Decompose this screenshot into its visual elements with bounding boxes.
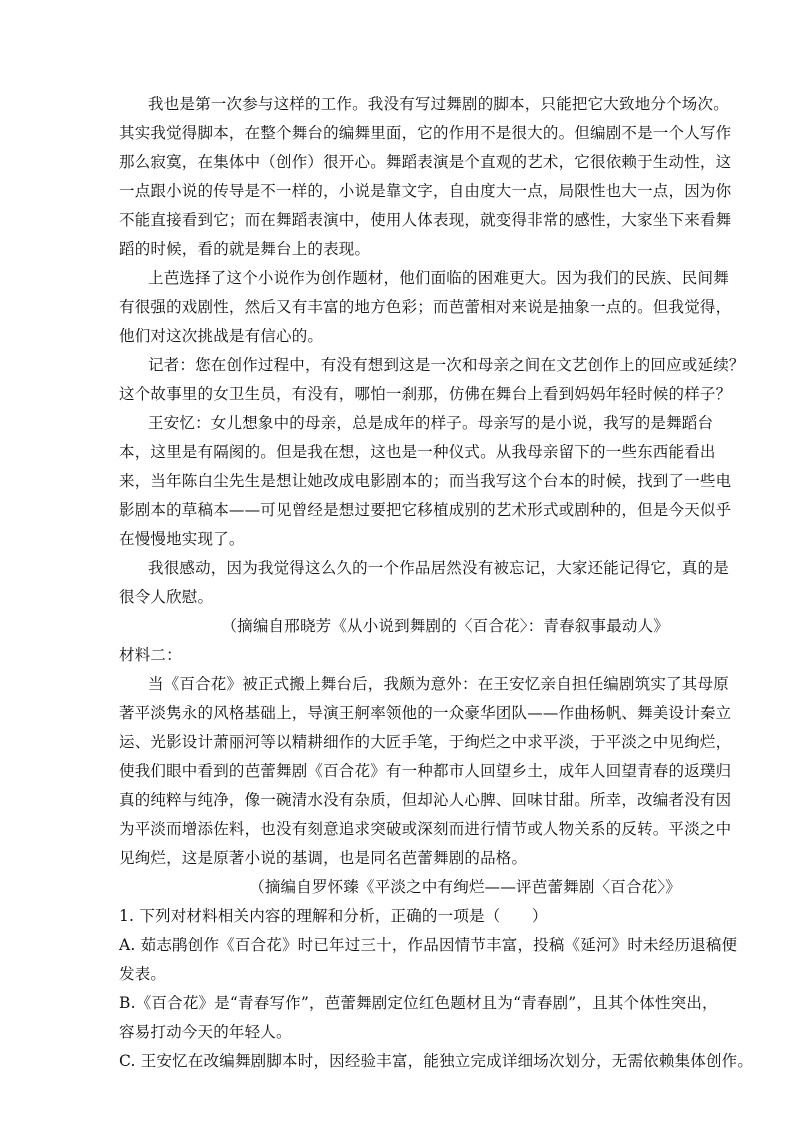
paragraph-line: 我也是第一次参与这样的工作。我没有写过舞剧的脚本，只能把它大致地分个场次。	[148, 95, 729, 113]
paragraph-line: 使我们眼中看到的芭蕾舞剧《百合花》有一种都市人回望乡土，成年人回望青春的返璞归	[119, 762, 732, 780]
paragraph-line: 本，这里是有隔阂的。但是我在想，这也是一种仪式。从我母亲留下的一些东西能看出	[119, 443, 716, 461]
paragraph-line: 运、光影设计萧丽河等以精耕细作的大匠手笔，于绚烂之中求平淡，于平淡之中见绚烂，	[119, 733, 732, 751]
answer-option-a: 发表。	[119, 965, 167, 983]
paragraph-line: 其实我觉得脚本，在整个舞台的编舞里面，它的作用不是很大的。但编剧不是一个人写作	[119, 124, 732, 142]
paragraph-line: 那么寂寞，在集体中（创作）很开心。舞蹈表演是个直观的艺术，它很依赖于生动性，这	[119, 153, 732, 171]
answer-option-c: C. 王安忆在改编舞剧脚本时，因经验丰富，能独立完成详细场次划分，无需依赖集体创作。	[119, 1052, 754, 1070]
paragraph-line: 他们对这次挑战是有信心的。	[119, 327, 324, 345]
source-citation: （摘编自邢晓芳《从小说到舞剧的〈百合花〉：青春叙事最动人》	[221, 617, 669, 635]
section-heading: 材料二：	[119, 646, 182, 664]
paragraph-line: 见绚烂，这是原著小说的基调，也是同名芭蕾舞剧的品格。	[119, 849, 528, 867]
paragraph-line: 影剧本的草稿本——可见曾经是想过要把它移植成别的艺术形式或剧种的，但是今天似乎	[119, 501, 732, 519]
source-citation: （摘编自罗怀臻《平淡之中有绚烂——评芭蕾舞剧〈百合花〉》	[249, 878, 681, 896]
paragraph-line: 不能直接看到它；而在舞蹈表演中，使用人体表现，就变得非常的感性，大家坐下来看舞	[119, 211, 732, 229]
answer-option-a: A. 茹志鹃创作《百合花》时已年过三十，作品因情节丰富，投稿《延河》时未经历退稿便	[119, 936, 738, 954]
paragraph-line: 一点跟小说的传导是不一样的，小说是靠文字，自由度大一点，局限性也大一点，因为你	[119, 182, 732, 200]
answer-option-b: 容易打动今天的年轻人。	[119, 1023, 292, 1041]
question-stem: 1. 下列对材料相关内容的理解和分析，正确的一项是（ ）	[119, 907, 548, 925]
paragraph-line: 王安忆：女儿想象中的母亲，总是成年的样子。母亲写的是小说，我写的是舞蹈台	[148, 414, 714, 432]
paragraph-line: 为平淡而增添佐料，也没有刻意追求突破或深刻而进行情节或人物关系的反转。平淡之中	[119, 820, 732, 838]
paragraph-line: 当《百合花》被正式搬上舞台后，我颇为意外：在王安忆亲自担任编剧筑实了其母原	[148, 675, 729, 693]
paragraph-line: 著平淡隽永的风格基础上，导演王舸率领他的一众豪华团队——作曲杨帆、舞美设计秦立	[119, 704, 732, 722]
paragraph-line: 这个故事里的女卫生员，有没有，哪怕一刹那，仿佛在舞台上看到妈妈年轻时候的样子？	[119, 385, 732, 403]
paragraph-line: 上芭选择了这个小说作为创作题材，他们面临的困难更大。因为我们的民族、民间舞	[148, 269, 729, 287]
paragraph-line: 我很感动，因为我觉得这么久的一个作品居然没有被忘记，大家还能记得它，真的是	[148, 559, 729, 577]
paragraph-line: 蹈的时候，看的就是舞台上的表现。	[119, 240, 371, 258]
paragraph-line: 记者：您在创作过程中，有没有想到这是一次和母亲之间在文艺创作上的回应或延续？	[148, 356, 745, 374]
paragraph-line: 来，当年陈白尘先生是想让她改成电影剧本的；而当我写这个台本的时候，找到了一些电	[119, 472, 732, 490]
paragraph-line: 很令人欣慰。	[119, 588, 214, 606]
paragraph-line: 真的纯粹与纯净，像一碗清水没有杂质，但却沁人心脾、回味甘甜。所幸，改编者没有因	[119, 791, 732, 809]
paragraph-line: 在慢慢地实现了。	[119, 530, 245, 548]
answer-option-b: B.《百合花》是“青春写作”，芭蕾舞剧定位红色题材且为“青春剧”，且其个体性突出，	[119, 994, 718, 1012]
paragraph-line: 有很强的戏剧性，然后又有丰富的地方色彩；而芭蕾相对来说是抽象一点的。但我觉得，	[119, 298, 732, 316]
